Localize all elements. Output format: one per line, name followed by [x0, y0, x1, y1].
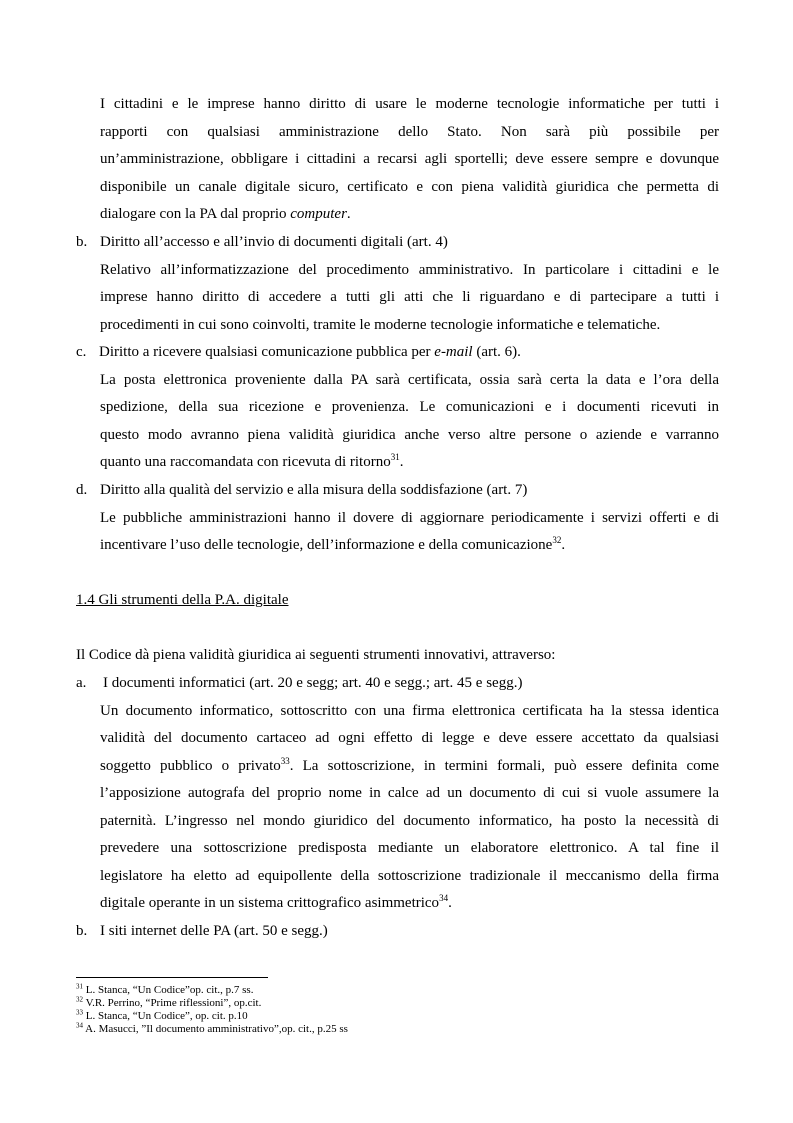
emphasis-text: computer: [290, 206, 347, 222]
paragraph-line: questo modo avranno piena validità giuridica anche verso altre persone o aziende e varranno: [100, 427, 719, 443]
list-item-title: Diritto alla qualità del servizio e alla misura della soddisfazione (art. 7): [100, 482, 528, 498]
list-item-title: I siti internet delle PA (art. 50 e segg.): [100, 923, 328, 939]
paragraph-line: incentivare l’uso delle tecnologie, dell’informazione e della comunicazione$^{32}$.: [100, 535, 566, 553]
paragraph-line: Relativo all’informatizzazione del procedimento amministrativo. In particolare i cittadini e le: [100, 262, 719, 278]
footnote-ref[interactable]: 33: [280, 756, 290, 766]
paragraph-line: procedimenti in cui sono coinvolti, tramite le moderne tecnologie informatiche e telematiche.: [100, 317, 661, 333]
footnote: $^{31}$ L. Stanca, “Un Codice”op. cit., p.7 ss.: [76, 982, 254, 996]
footnote-separator: [76, 977, 268, 978]
list-marker: d.: [76, 482, 88, 498]
footnote: $^{34}$ A. Masucci, ”Il documento amministrativo”,op. cit., p.25 ss: [76, 1021, 348, 1035]
paragraph-line: digitale operante in un sistema crittografico asimmetrico$^{34}$.: [100, 893, 452, 911]
paragraph-line: paternità. L’ingresso nel mondo giuridico del documento informatico, ha posto la necessità di: [100, 813, 719, 829]
paragraph-line: imprese hanno diritto di accedere a tutti gli atti che li riguardano e di partecipare a tutti i: [100, 289, 719, 305]
paragraph-line: quanto una raccomandata con ricevuta di ritorno$^{31}$.: [100, 452, 404, 470]
paragraph-line: rapporti con qualsiasi amministrazione dello Stato. Non sarà più possibile per: [100, 124, 719, 140]
footnote: $^{32}$ V.R. Perrino, “Prime riflessioni”, op.cit.: [76, 995, 262, 1009]
paragraph-line: dialogare con la PA dal proprio computer.: [100, 206, 351, 222]
paragraph-line: Un documento informatico, sottoscritto con una firma elettronica certificata ha la stessa identica: [100, 703, 719, 719]
footnote-ref[interactable]: 31: [390, 452, 400, 462]
paragraph-line: l’apposizione autografa del proprio nome in calce ad un documento di cui si vuole assumere la: [100, 785, 719, 801]
list-marker: c.: [76, 344, 87, 360]
list-marker: a.: [76, 675, 87, 691]
paragraph-line: spedizione, della sua ricezione e provenienza. Le comunicazioni e i documenti ricevuti in: [100, 399, 719, 415]
paragraph-line: I cittadini e le imprese hanno diritto di usare le moderne tecnologie informatiche per tutti i: [100, 96, 719, 112]
paragraph-line: disponibile un canale digitale sicuro, certificato e con piena validità giuridica che permetta di: [100, 179, 719, 195]
paragraph-line: legislatore ha eletto ad equipollente della sottoscrizione tradizionale il meccanismo della firma: [100, 868, 719, 884]
intro-paragraph: Il Codice dà piena validità giuridica ai seguenti strumenti innovativi, attraverso:: [76, 647, 556, 663]
paragraph-line: soggetto pubblico o privato$^{33}$. La sottoscrizione, in termini formali, può essere definita come: [100, 756, 720, 774]
list-marker: b.: [76, 923, 88, 939]
footnote: $^{33}$ L. Stanca, “Un Codice”, op. cit. p.10: [76, 1008, 248, 1022]
list-item-title: I documenti informatici (art. 20 e segg; art. 40 e segg.; art. 45 e segg.): [103, 675, 523, 691]
section-heading: 1.4 Gli strumenti della P.A. digitale: [76, 592, 289, 608]
paragraph-line: un’amministrazione, obbligare i cittadini a recarsi agli sportelli; deve essere sempre e dovunque: [100, 151, 719, 167]
list-marker: b.: [76, 234, 88, 250]
paragraph-line: La posta elettronica proveniente dalla PA sarà certificata, ossia sarà certa la data e l’ora della: [100, 372, 719, 388]
paragraph-line: prevedere una sottoscrizione predisposta mediante un elaboratore elettronico. A tal fine il: [100, 840, 719, 856]
list-item-title: Diritto all’accesso e all’invio di documenti digitali (art. 4): [100, 234, 448, 250]
paragraph-line: validità del documento cartaceo ad ogni effetto di legge e deve essere accettato da qualsiasi: [100, 730, 719, 746]
emphasis-text: e-mail: [434, 344, 473, 360]
list-item-title: Diritto a ricevere qualsiasi comunicazione pubblica per e-mail (art. 6).: [99, 344, 521, 360]
footnote-ref[interactable]: 32: [552, 535, 562, 545]
paragraph-line: Le pubbliche amministrazioni hanno il dovere di aggiornare periodicamente i servizi offerti e di: [100, 510, 719, 526]
footnote-ref[interactable]: 34: [439, 893, 449, 903]
